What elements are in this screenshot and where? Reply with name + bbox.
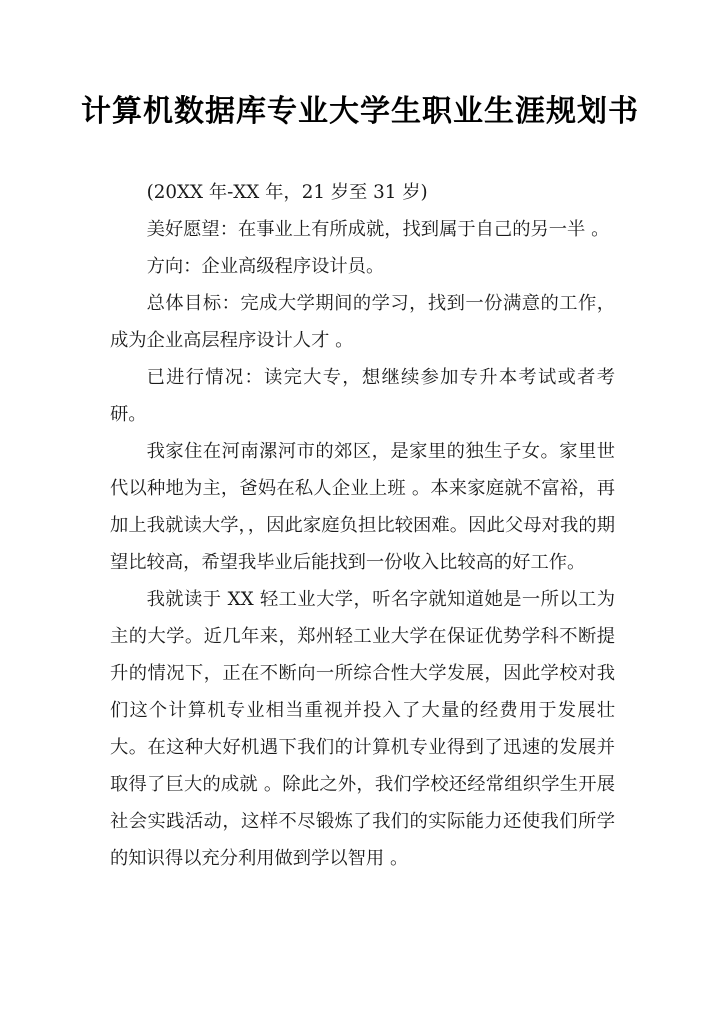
paragraph-direction: 方向：企业高级程序设计员。 bbox=[146, 256, 385, 277]
paragraph-overall-goal: 总体目标：完成大学期间的学习，找到一份满意的工作，成为企业高层程序设计人才 。 bbox=[110, 293, 615, 351]
paragraph-university: 我就读于 XX 轻工业大学，听名字就知道她是一所以工为主的大学。近几年来，郑州轻工业大学在保证优势学科不断提升的情况下，正在不断向一所综合性大学发展，因此学校对我们这个计算机专业相当重视并投入了大量的经费用于发展壮大。在这种大好机遇下我们的计算机专业得到了迅速的发展并取得了巨大的成就 。除此之外，我们学校还经常组织学生开展社会实践活动，这样不尽锻炼了我们的实际能力还使我们所学的知识得以充分利用做到学以智用 。 bbox=[110, 589, 615, 869]
paragraph-date-range: (20XX 年-XX 年，21 岁至 31 岁) bbox=[146, 182, 428, 203]
document-title: 计算机数据库专业大学生职业生涯规划书 bbox=[81, 94, 639, 129]
document-body bbox=[110, 174, 615, 877]
paragraph-progress: 已进行情况：读完大专，想继续参加专升本考试或者考研。 bbox=[110, 367, 615, 425]
paragraph-family: 我家住在河南漯河市的郊区，是家里的独生子女。家里世代以种地为主，爸妈在私人企业上班 。本来家庭就不富裕，再加上我就读大学，，因此家庭负担比较困难。因此父母对我的期望比较高，希望我毕业后能找到一份收入比较高的好工作。 bbox=[110, 441, 615, 573]
paragraph-wish: 美好愿望：在事业上有所成就，找到属于自己的另一半 。 bbox=[146, 219, 610, 240]
